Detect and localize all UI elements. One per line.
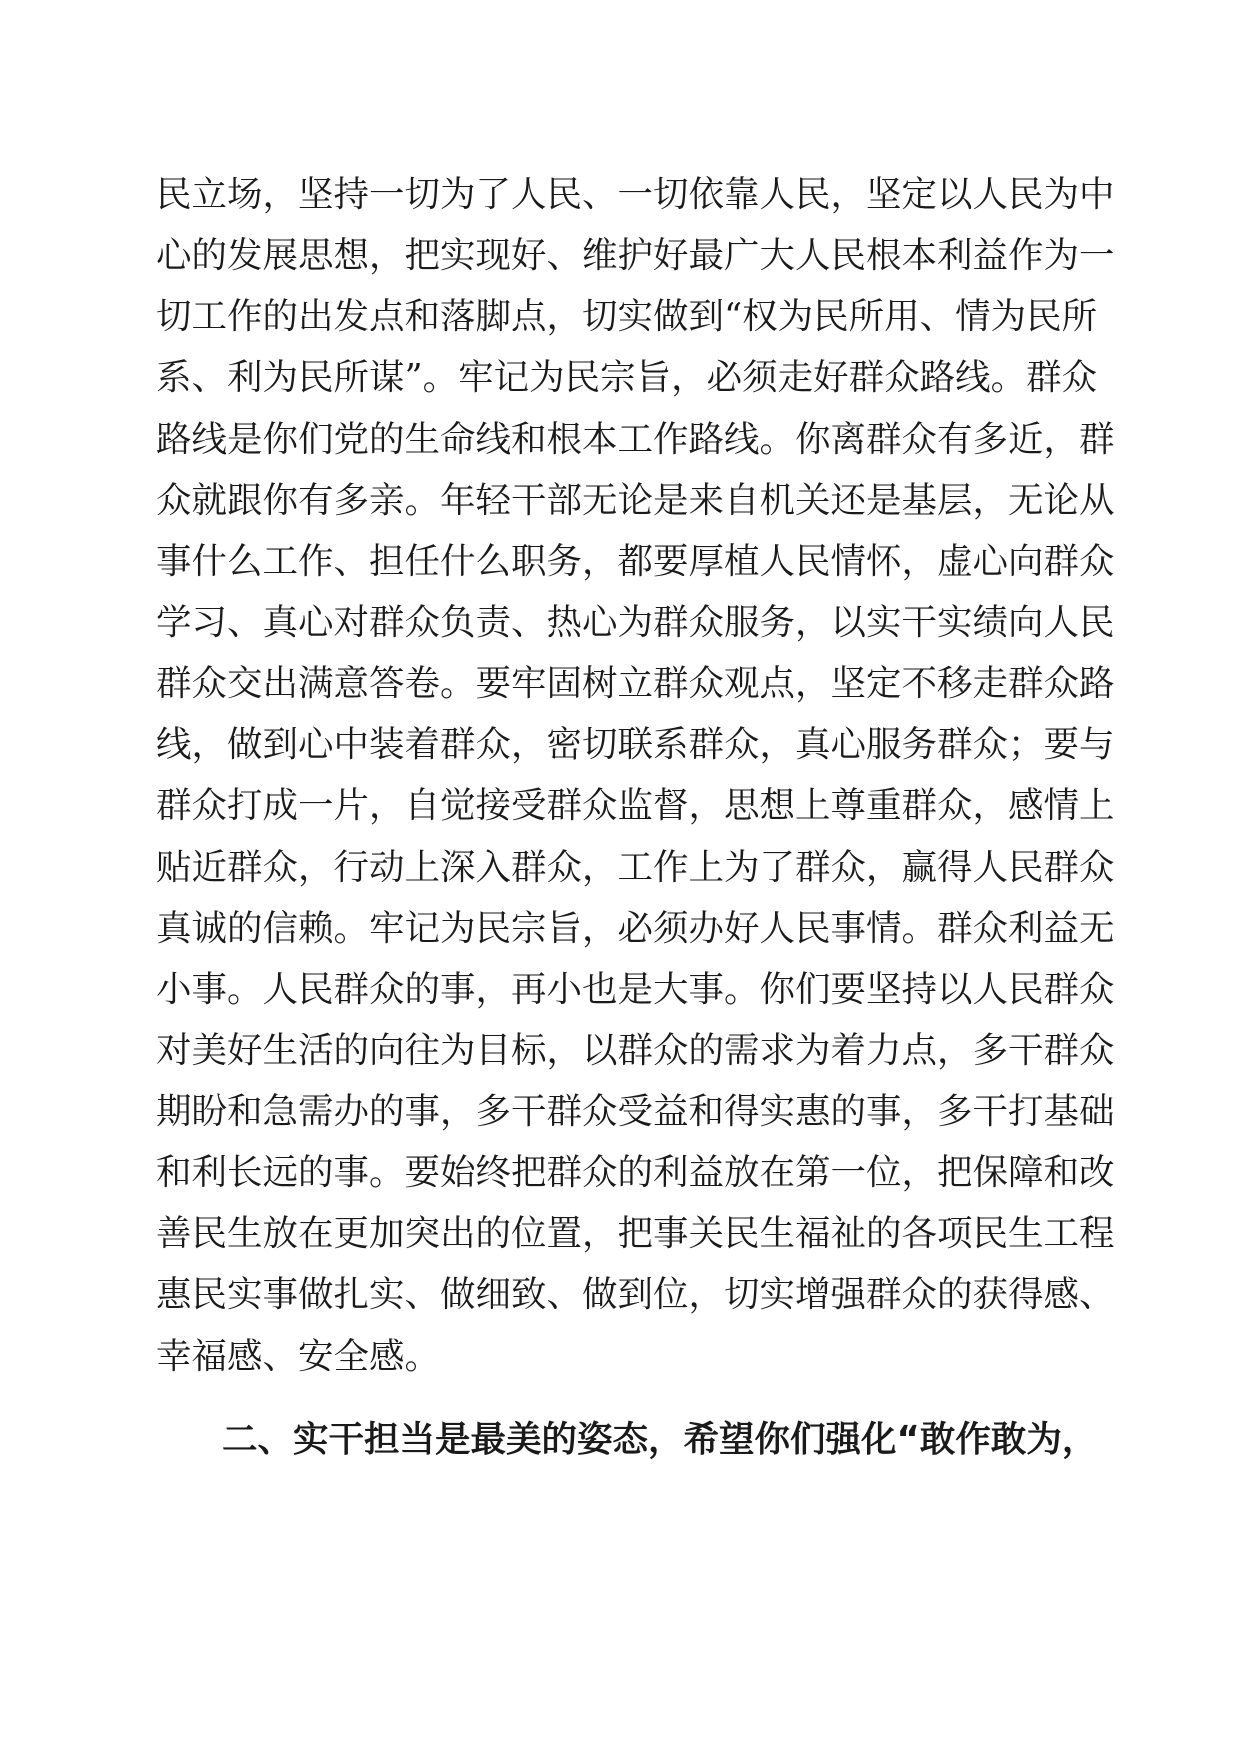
text-line-12: 贴近群众，行动上深入群众，工作上为了群众，赢得人民群众 xyxy=(156,847,1115,888)
text-line-8: 学习、真心对群众负责、热心为群众服务，以实干实绩向人民 xyxy=(156,602,1115,643)
text-line-16: 期盼和急需办的事，多干群众受益和得实惠的事，多干打基础 xyxy=(156,1091,1115,1132)
text-line-11: 群众打成一片，自觉接受群众监督，思想上尊重群众，感情上 xyxy=(156,785,1115,826)
text-line-5: 路线是你们党的生命线和根本工作路线。你离群众有多近，群 xyxy=(156,419,1115,460)
text-line-19: 惠民实事做扎实、做细致、做到位，切实增强群众的获得感、 xyxy=(156,1274,1115,1315)
text-line-15: 对美好生活的向往为目标，以群众的需求为着力点，多干群众 xyxy=(156,1030,1115,1071)
text-line-20: 幸福感、安全感。 xyxy=(156,1336,441,1377)
text-line-7: 事什么工作、担任什么职务，都要厚植人民情怀，虚心向群众 xyxy=(156,541,1115,582)
text-line-14: 小事。人民群众的事，再小也是大事。你们要坚持以人民群众 xyxy=(156,969,1115,1010)
text-line-4: 系、利为民所谋”。牢记为民宗旨，必须走好群众路线。群众 xyxy=(156,357,1098,398)
text-line-18: 善民生放在更加突出的位置，把事关民生福祉的各项民生工程 xyxy=(156,1213,1115,1254)
text-line-1: 民立场，坚持一切为了人民、一切依靠人民，坚定以人民为中 xyxy=(156,174,1115,215)
text-line-9: 群众交出满意答卷。要牢固树立群众观点，坚定不移走群众路 xyxy=(156,663,1115,704)
text-line-13: 真诚的信赖。牢记为民宗旨，必须办好人民事情。群众利益无 xyxy=(156,908,1115,949)
text-line-2: 心的发展思想，把实现好、维护好最广大人民根本利益作为一 xyxy=(156,235,1115,276)
text-line-6: 众就跟你有多亲。年轻干部无论是来自机关还是基层，无论从 xyxy=(156,480,1115,521)
section-heading: 二、实干担当是最美的姿态，希望你们强化“敢作敢为， xyxy=(222,1419,1098,1460)
text-line-3: 切工作的出发点和落脚点，切实做到“权为民所用、情为民所 xyxy=(156,296,1098,337)
text-line-10: 线，做到心中装着群众，密切联系群众，真心服务群众；要与 xyxy=(156,724,1115,765)
text-line-17: 和利长远的事。要始终把群众的利益放在第一位，把保障和改 xyxy=(156,1152,1115,1193)
